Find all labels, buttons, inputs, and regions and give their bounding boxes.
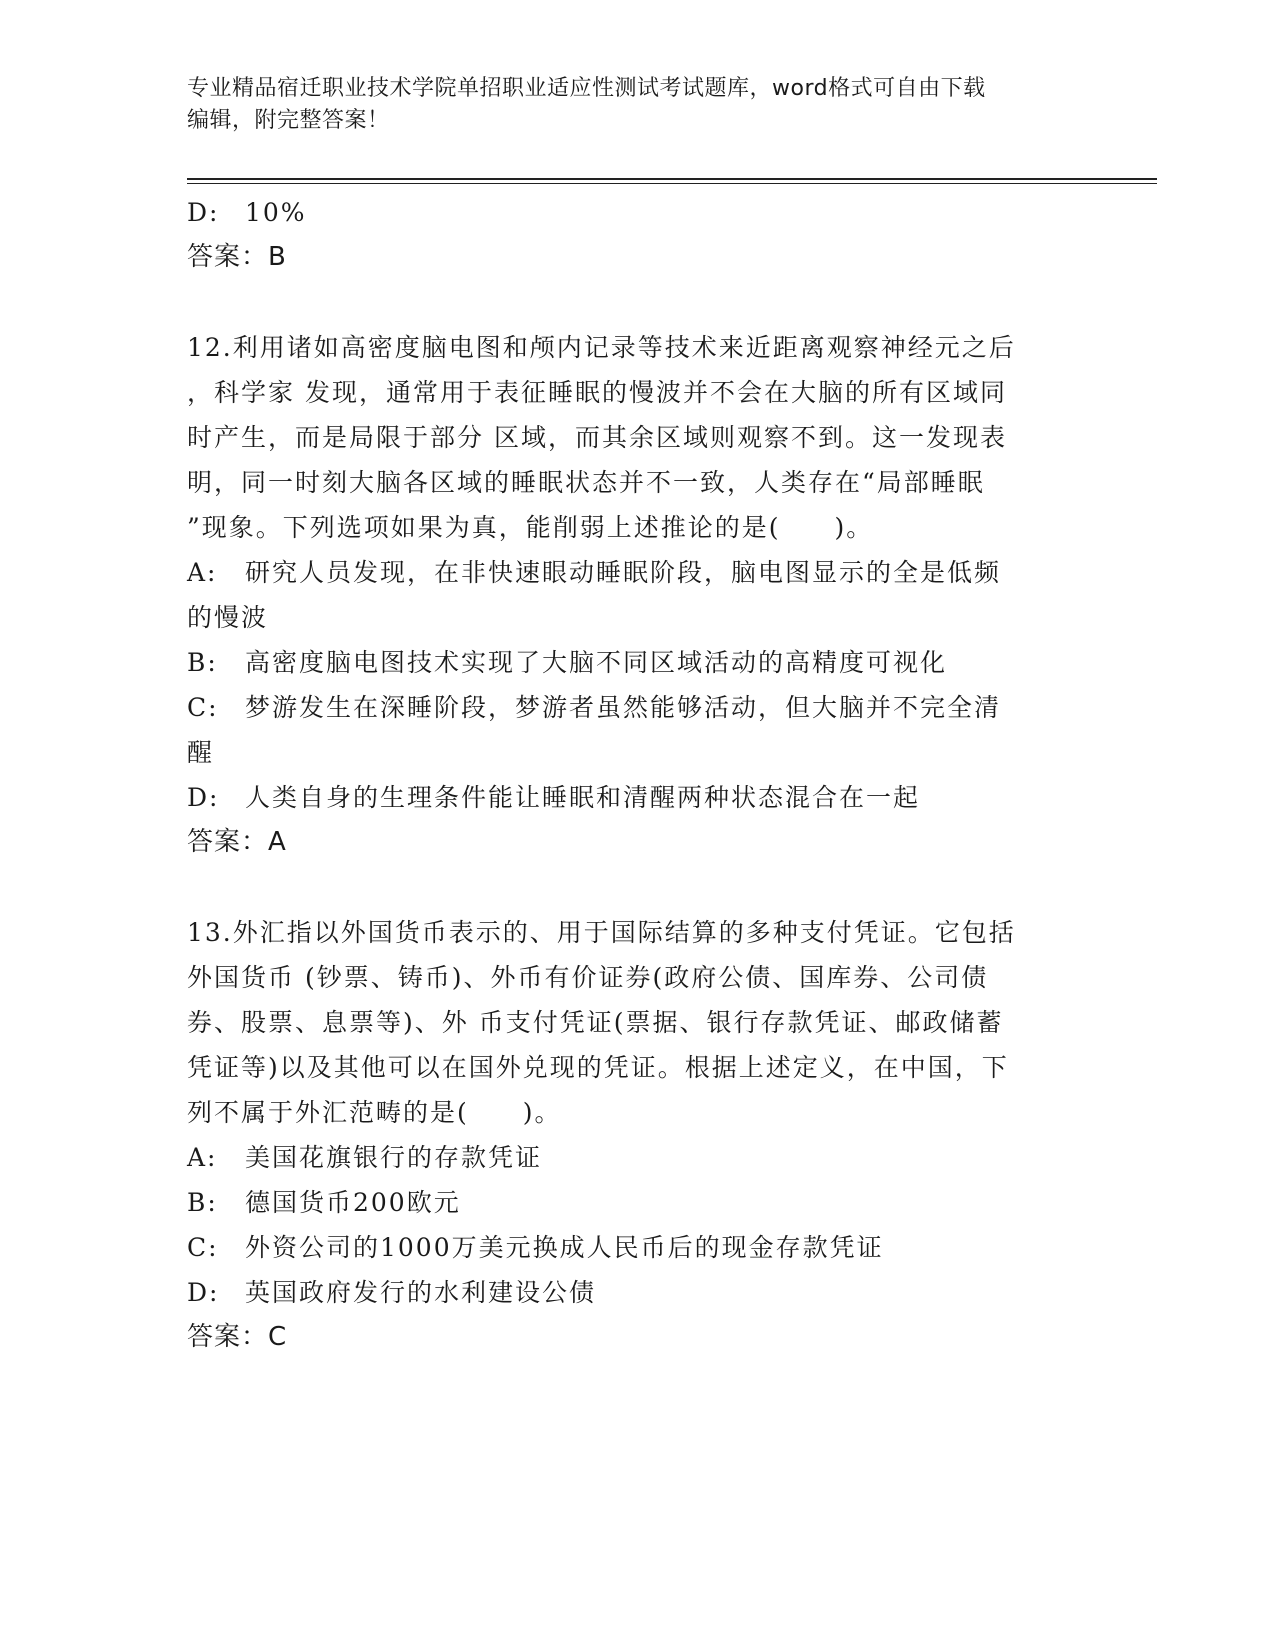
header-divider-thin xyxy=(187,183,1157,184)
option-d xyxy=(187,775,1077,820)
question-text-line: 列不属于外汇范畴的是( )。 xyxy=(187,1098,562,1127)
option-letter: D: xyxy=(187,783,220,812)
option-a xyxy=(187,550,1077,595)
answer: 答案：C xyxy=(187,1322,288,1352)
question-text-line: 凭证等)以及其他可以在国外兑现的凭证。根据上述定义，在中国，下 xyxy=(187,1053,1009,1082)
question-text-line: 13.外汇指以外国货币表示的、用于国际结算的多种支付凭证。它包括 xyxy=(187,918,1016,947)
question-text-line: 12.利用诸如高密度脑电图和颅内记录等技术来近距离观察神经元之后 xyxy=(187,333,1016,362)
option-b xyxy=(187,1180,1077,1225)
option-c-continued: 醒 xyxy=(187,738,215,767)
page-header xyxy=(187,73,1087,137)
option-text: 美国花旗银行的存款凭证 xyxy=(245,1143,543,1172)
question-text-line: 外国货币 (钞票、铸币)、外币有价证券(政府公债、国库券、公司债 xyxy=(187,963,989,992)
option-d xyxy=(187,1270,1077,1315)
question-text-line: 券、股票、息票等)、外 币支付凭证(票据、银行存款凭证、邮政储蓄 xyxy=(187,1008,1004,1037)
option-letter: C: xyxy=(187,1233,219,1262)
option-letter: B: xyxy=(187,1188,218,1217)
option-text: 人类自身的生理条件能让睡眠和清醒两种状态混合在一起 xyxy=(245,783,921,812)
option-a-continued: 的慢波 xyxy=(187,603,269,632)
option-letter: A: xyxy=(187,1143,218,1172)
header-line-1: 专业精品宿迁职业技术学院单招职业适应性测试考试题库，word格式可自由下载 xyxy=(187,76,986,101)
question-text-line: ”现象。下列选项如果为真，能削弱上述推论的是( )。 xyxy=(187,513,874,542)
option-c xyxy=(187,1225,1077,1270)
question-12 xyxy=(187,325,1077,865)
option-b xyxy=(187,640,1077,685)
option-text: 梦游发生在深睡阶段，梦游者虽然能够活动，但大脑并不完全清 xyxy=(245,693,1002,722)
document-body xyxy=(187,190,1077,1360)
option-text: 英国政府发行的水利建设公债 xyxy=(245,1278,597,1307)
option-letter: C: xyxy=(187,693,219,722)
option-letter: B: xyxy=(187,648,218,677)
question-13 xyxy=(187,910,1077,1360)
option-letter: D: xyxy=(187,1278,220,1307)
question-text-line: ，科学家 发现，通常用于表征睡眠的慢波并不会在大脑的所有区域同 xyxy=(187,378,1007,407)
option-c xyxy=(187,685,1077,730)
option-text: 高密度脑电图技术实现了大脑不同区域活动的高精度可视化 xyxy=(245,648,948,677)
option-text: 德国货币200欧元 xyxy=(245,1188,461,1217)
option-text: 研究人员发现，在非快速眼动睡眠阶段，脑电图显示的全是低频 xyxy=(245,558,1002,587)
prev-option-d xyxy=(187,190,1077,235)
option-letter: A: xyxy=(187,558,218,587)
question-text-line: 明，同一时刻大脑各区域的睡眠状态并不一致，人类存在“局部睡眠 xyxy=(187,468,985,497)
answer: 答案：A xyxy=(187,827,287,857)
option-text: 10% xyxy=(245,198,307,227)
question-text-line: 时产生，而是局限于部分 区域，而其余区域则观察不到。这一发现表 xyxy=(187,423,1007,452)
option-text: 外资公司的1000万美元换成人民币后的现金存款凭证 xyxy=(245,1233,884,1262)
option-a xyxy=(187,1135,1077,1180)
header-line-2: 编辑，附完整答案！ xyxy=(187,108,390,133)
header-divider-thick xyxy=(187,178,1157,180)
prev-answer: 答案：B xyxy=(187,242,287,272)
option-letter: D: xyxy=(187,198,220,227)
